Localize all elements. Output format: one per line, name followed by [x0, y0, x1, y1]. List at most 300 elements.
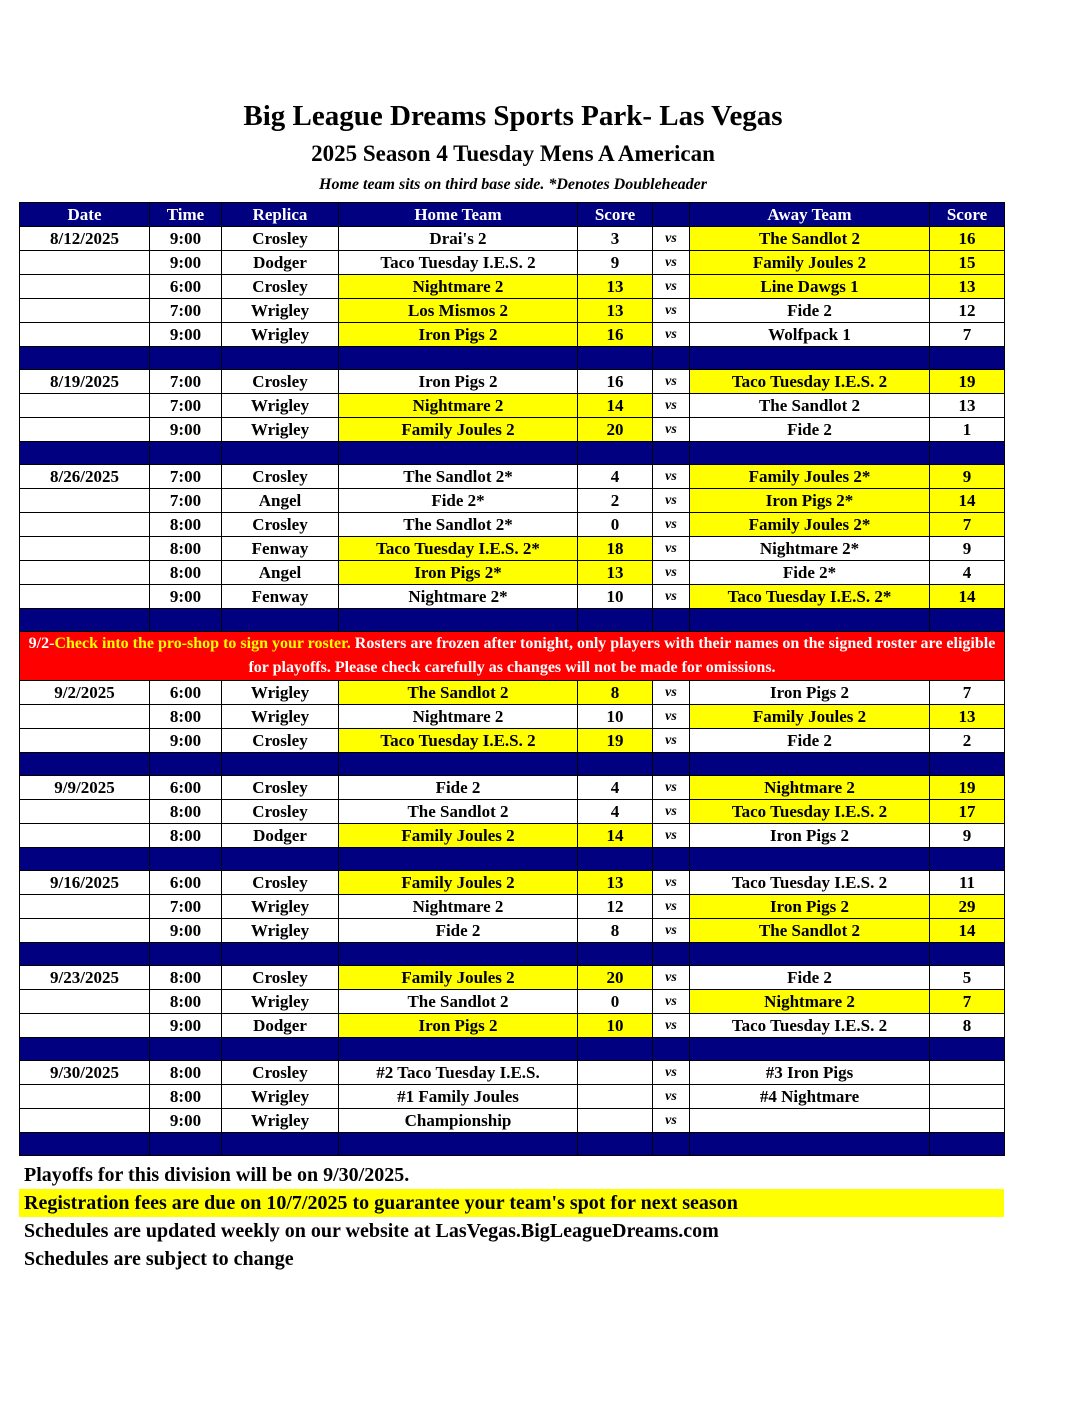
home-team: Taco Tuesday I.E.S. 2 [339, 729, 578, 753]
separator-cell [150, 943, 222, 966]
home-team: Iron Pigs 2 [339, 323, 578, 347]
separator-cell [578, 609, 653, 632]
game-field: Wrigley [222, 1085, 339, 1109]
game-row [20, 705, 1005, 729]
separator-cell [653, 347, 690, 370]
game-time: 7:00 [150, 370, 222, 394]
game-time: 7:00 [150, 465, 222, 489]
game-field: Fenway [222, 537, 339, 561]
away-team: Fide 2 [690, 729, 930, 753]
schedule-table [19, 202, 1005, 1156]
home-score [578, 1061, 653, 1085]
home-team: Nightmare 2* [339, 585, 578, 609]
away-score: 29 [930, 895, 1005, 919]
away-team: Taco Tuesday I.E.S. 2 [690, 800, 930, 824]
home-score: 8 [578, 919, 653, 943]
separator-cell [578, 1038, 653, 1061]
away-team: Fide 2* [690, 561, 930, 585]
vs-label: vs [653, 1109, 690, 1133]
home-score: 13 [578, 275, 653, 299]
registration-note: Registration fees are due on 10/7/2025 to guarantee your team's spot for next season [19, 1189, 1004, 1217]
change-note: Schedules are subject to change [24, 1248, 294, 1270]
separator-cell [150, 442, 222, 465]
away-team: Family Joules 2* [690, 513, 930, 537]
separator-cell [20, 1133, 150, 1156]
game-date [20, 1109, 150, 1133]
website-note: Schedules are updated weekly on our website at LasVegas.BigLeagueDreams.com [24, 1220, 719, 1242]
col-header-home-score: Score [578, 203, 653, 227]
game-field: Angel [222, 489, 339, 513]
game-time: 8:00 [150, 705, 222, 729]
separator-cell [222, 848, 339, 871]
game-row [20, 537, 1005, 561]
vs-label: vs [653, 681, 690, 705]
game-time: 8:00 [150, 1061, 222, 1085]
game-time: 8:00 [150, 1085, 222, 1109]
separator-cell [150, 1038, 222, 1061]
away-score: 2 [930, 729, 1005, 753]
game-row [20, 513, 1005, 537]
game-field: Dodger [222, 1014, 339, 1038]
away-score: 7 [930, 513, 1005, 537]
away-score [930, 1085, 1005, 1109]
vs-label: vs [653, 251, 690, 275]
home-score: 4 [578, 465, 653, 489]
home-team: The Sandlot 2* [339, 513, 578, 537]
game-row [20, 919, 1005, 943]
separator-cell [930, 442, 1005, 465]
separator-cell [690, 753, 930, 776]
separator-cell [653, 609, 690, 632]
separator-cell [578, 753, 653, 776]
home-score: 13 [578, 299, 653, 323]
home-team: Iron Pigs 2* [339, 561, 578, 585]
home-score: 19 [578, 729, 653, 753]
home-team: #1 Family Joules [339, 1085, 578, 1109]
away-score: 9 [930, 537, 1005, 561]
week-separator-row [20, 609, 1005, 632]
separator-cell [690, 848, 930, 871]
away-team: Taco Tuesday I.E.S. 2* [690, 585, 930, 609]
home-score [578, 1085, 653, 1109]
game-field: Wrigley [222, 705, 339, 729]
game-field: Angel [222, 561, 339, 585]
game-row [20, 824, 1005, 848]
away-team: Taco Tuesday I.E.S. 2 [690, 370, 930, 394]
vs-label: vs [653, 275, 690, 299]
away-team: The Sandlot 2 [690, 394, 930, 418]
game-field: Crosley [222, 776, 339, 800]
away-team: Family Joules 2 [690, 251, 930, 275]
home-score: 16 [578, 370, 653, 394]
away-score: 1 [930, 418, 1005, 442]
col-header-date: Date [20, 203, 150, 227]
game-time: 7:00 [150, 299, 222, 323]
game-date: 9/30/2025 [20, 1061, 150, 1085]
away-score: 5 [930, 966, 1005, 990]
game-time: 6:00 [150, 681, 222, 705]
home-score: 18 [578, 537, 653, 561]
home-score: 10 [578, 705, 653, 729]
separator-cell [150, 609, 222, 632]
game-date: 9/9/2025 [20, 776, 150, 800]
away-team: Iron Pigs 2 [690, 824, 930, 848]
separator-cell [930, 753, 1005, 776]
separator-cell [20, 442, 150, 465]
vs-label: vs [653, 561, 690, 585]
home-team: Family Joules 2 [339, 824, 578, 848]
separator-cell [930, 347, 1005, 370]
home-team: Family Joules 2 [339, 871, 578, 895]
col-header-vs [653, 203, 690, 227]
separator-cell [578, 1133, 653, 1156]
game-time: 6:00 [150, 776, 222, 800]
separator-cell [653, 442, 690, 465]
week-separator-row [20, 848, 1005, 871]
vs-label: vs [653, 919, 690, 943]
col-header-time: Time [150, 203, 222, 227]
home-team: The Sandlot 2 [339, 681, 578, 705]
week-separator-row [20, 753, 1005, 776]
separator-cell [222, 943, 339, 966]
vs-label: vs [653, 729, 690, 753]
away-score: 8 [930, 1014, 1005, 1038]
separator-cell [222, 1133, 339, 1156]
game-row [20, 966, 1005, 990]
game-field: Crosley [222, 800, 339, 824]
game-date [20, 513, 150, 537]
away-team: The Sandlot 2 [690, 919, 930, 943]
home-team: Nightmare 2 [339, 275, 578, 299]
home-score: 3 [578, 227, 653, 251]
game-time: 9:00 [150, 729, 222, 753]
separator-cell [222, 347, 339, 370]
separator-cell [222, 609, 339, 632]
away-team: Family Joules 2 [690, 705, 930, 729]
home-score: 8 [578, 681, 653, 705]
separator-cell [222, 753, 339, 776]
game-row [20, 418, 1005, 442]
game-date [20, 537, 150, 561]
vs-label: vs [653, 871, 690, 895]
game-date [20, 729, 150, 753]
game-field: Dodger [222, 824, 339, 848]
away-score: 13 [930, 705, 1005, 729]
away-team: Taco Tuesday I.E.S. 2 [690, 871, 930, 895]
away-team: Family Joules 2* [690, 465, 930, 489]
game-time: 8:00 [150, 561, 222, 585]
away-team: The Sandlot 2 [690, 227, 930, 251]
game-date [20, 990, 150, 1014]
separator-cell [20, 943, 150, 966]
game-time: 8:00 [150, 513, 222, 537]
game-field: Crosley [222, 513, 339, 537]
game-row [20, 585, 1005, 609]
game-row [20, 394, 1005, 418]
separator-cell [930, 609, 1005, 632]
away-score: 9 [930, 824, 1005, 848]
separator-cell [339, 1133, 578, 1156]
game-time: 8:00 [150, 990, 222, 1014]
week-separator-row [20, 442, 1005, 465]
table-header-row [20, 203, 1005, 227]
home-team: The Sandlot 2 [339, 990, 578, 1014]
game-field: Crosley [222, 729, 339, 753]
home-team: Iron Pigs 2 [339, 370, 578, 394]
game-time: 6:00 [150, 871, 222, 895]
vs-label: vs [653, 705, 690, 729]
separator-cell [339, 609, 578, 632]
separator-cell [150, 848, 222, 871]
separator-cell [690, 1038, 930, 1061]
home-score: 12 [578, 895, 653, 919]
game-field: Crosley [222, 227, 339, 251]
home-score: 16 [578, 323, 653, 347]
away-score: 11 [930, 871, 1005, 895]
away-team: Nightmare 2 [690, 776, 930, 800]
separator-cell [690, 442, 930, 465]
home-score: 2 [578, 489, 653, 513]
game-field: Wrigley [222, 418, 339, 442]
separator-cell [222, 1038, 339, 1061]
game-row [20, 729, 1005, 753]
home-team: Taco Tuesday I.E.S. 2 [339, 251, 578, 275]
game-field: Wrigley [222, 895, 339, 919]
roster-notice [20, 632, 1005, 681]
vs-label: vs [653, 537, 690, 561]
separator-cell [690, 347, 930, 370]
game-field: Crosley [222, 871, 339, 895]
away-score: 7 [930, 323, 1005, 347]
game-time: 7:00 [150, 394, 222, 418]
game-field: Wrigley [222, 990, 339, 1014]
game-date [20, 919, 150, 943]
game-field: Crosley [222, 1061, 339, 1085]
separator-cell [653, 1133, 690, 1156]
vs-label: vs [653, 513, 690, 537]
home-team: Iron Pigs 2 [339, 1014, 578, 1038]
game-date [20, 275, 150, 299]
week-separator-row [20, 347, 1005, 370]
game-time: 8:00 [150, 966, 222, 990]
page-title: Big League Dreams Sports Park- Las Vegas [243, 100, 783, 132]
game-date [20, 705, 150, 729]
game-field: Wrigley [222, 323, 339, 347]
away-team: Taco Tuesday I.E.S. 2 [690, 1014, 930, 1038]
separator-cell [339, 442, 578, 465]
home-team: Nightmare 2 [339, 394, 578, 418]
separator-cell [653, 1038, 690, 1061]
game-row [20, 465, 1005, 489]
game-time: 7:00 [150, 489, 222, 513]
vs-label: vs [653, 489, 690, 513]
game-field: Crosley [222, 465, 339, 489]
game-date: 8/19/2025 [20, 370, 150, 394]
home-score: 0 [578, 990, 653, 1014]
game-time: 8:00 [150, 537, 222, 561]
away-team: Fide 2 [690, 966, 930, 990]
home-team: Nightmare 2 [339, 895, 578, 919]
game-time: 7:00 [150, 895, 222, 919]
vs-label: vs [653, 966, 690, 990]
game-row [20, 323, 1005, 347]
game-date: 9/23/2025 [20, 966, 150, 990]
home-team: Family Joules 2 [339, 966, 578, 990]
game-row [20, 489, 1005, 513]
separator-cell [578, 347, 653, 370]
away-score: 15 [930, 251, 1005, 275]
game-row [20, 299, 1005, 323]
away-score: 19 [930, 370, 1005, 394]
vs-label: vs [653, 800, 690, 824]
game-row [20, 1109, 1005, 1133]
vs-label: vs [653, 990, 690, 1014]
game-date [20, 824, 150, 848]
game-date: 8/12/2025 [20, 227, 150, 251]
home-score: 4 [578, 776, 653, 800]
away-team [690, 1109, 930, 1133]
page-subtitle: 2025 Season 4 Tuesday Mens A American [311, 141, 715, 166]
away-team: Fide 2 [690, 418, 930, 442]
game-row [20, 227, 1005, 251]
home-score: 9 [578, 251, 653, 275]
home-score: 4 [578, 800, 653, 824]
away-score: 9 [930, 465, 1005, 489]
vs-label: vs [653, 776, 690, 800]
separator-cell [150, 753, 222, 776]
col-header-replica: Replica [222, 203, 339, 227]
away-team: Iron Pigs 2* [690, 489, 930, 513]
home-team: Fide 2* [339, 489, 578, 513]
away-score: 7 [930, 681, 1005, 705]
separator-cell [578, 442, 653, 465]
playoffs-note: Playoffs for this division will be on 9/30/2025. [24, 1164, 410, 1186]
home-team: Championship [339, 1109, 578, 1133]
home-team: Fide 2 [339, 776, 578, 800]
notice-date: 9/2- [28, 635, 55, 652]
separator-cell [653, 753, 690, 776]
away-score: 13 [930, 394, 1005, 418]
game-date [20, 561, 150, 585]
away-score: 4 [930, 561, 1005, 585]
home-score: 13 [578, 871, 653, 895]
game-row [20, 990, 1005, 1014]
vs-label: vs [653, 1061, 690, 1085]
home-score: 0 [578, 513, 653, 537]
vs-label: vs [653, 418, 690, 442]
home-team: Los Mismos 2 [339, 299, 578, 323]
separator-cell [20, 347, 150, 370]
vs-label: vs [653, 323, 690, 347]
game-field: Wrigley [222, 919, 339, 943]
week-separator-row [20, 1133, 1005, 1156]
vs-label: vs [653, 370, 690, 394]
week-separator-row [20, 1038, 1005, 1061]
separator-cell [690, 943, 930, 966]
game-field: Crosley [222, 275, 339, 299]
away-team: Nightmare 2* [690, 537, 930, 561]
vs-label: vs [653, 585, 690, 609]
vs-label: vs [653, 824, 690, 848]
col-header-away-score: Score [930, 203, 1005, 227]
home-team: Nightmare 2 [339, 705, 578, 729]
vs-label: vs [653, 227, 690, 251]
col-header-home-team: Home Team [339, 203, 578, 227]
game-date [20, 585, 150, 609]
separator-cell [20, 609, 150, 632]
game-time: 9:00 [150, 251, 222, 275]
separator-cell [20, 1038, 150, 1061]
game-date [20, 394, 150, 418]
separator-cell [578, 848, 653, 871]
separator-cell [20, 848, 150, 871]
away-score: 14 [930, 585, 1005, 609]
separator-cell [930, 943, 1005, 966]
game-row [20, 871, 1005, 895]
game-time: 9:00 [150, 323, 222, 347]
game-time: 9:00 [150, 1109, 222, 1133]
game-date [20, 418, 150, 442]
game-field: Wrigley [222, 299, 339, 323]
schedule-note: Home team sits on third base side. *Denotes Doubleheader [319, 176, 707, 193]
home-score: 10 [578, 585, 653, 609]
game-time: 9:00 [150, 1014, 222, 1038]
game-field: Dodger [222, 251, 339, 275]
separator-cell [653, 848, 690, 871]
notice-highlight: Check into the pro-shop to sign your roster. [54, 635, 351, 652]
home-team: The Sandlot 2 [339, 800, 578, 824]
game-row [20, 1061, 1005, 1085]
game-row [20, 1014, 1005, 1038]
separator-cell [930, 1133, 1005, 1156]
away-score: 16 [930, 227, 1005, 251]
game-row [20, 776, 1005, 800]
separator-cell [930, 848, 1005, 871]
separator-cell [339, 347, 578, 370]
game-date [20, 489, 150, 513]
away-score: 7 [930, 990, 1005, 1014]
notice-text: Rosters are frozen after tonight, only players with their names on the signed roster are eligible for playoffs. Please check carefully as changes will not be made for omissions. [248, 635, 996, 676]
game-field: Fenway [222, 585, 339, 609]
home-score [578, 1109, 653, 1133]
week-separator-row [20, 943, 1005, 966]
game-date [20, 800, 150, 824]
game-field: Wrigley [222, 681, 339, 705]
away-team: Nightmare 2 [690, 990, 930, 1014]
separator-cell [339, 753, 578, 776]
away-team: Wolfpack 1 [690, 323, 930, 347]
away-score [930, 1061, 1005, 1085]
game-date [20, 251, 150, 275]
game-date [20, 1014, 150, 1038]
game-row [20, 275, 1005, 299]
separator-cell [222, 442, 339, 465]
game-date: 9/2/2025 [20, 681, 150, 705]
home-team: Taco Tuesday I.E.S. 2* [339, 537, 578, 561]
separator-cell [339, 943, 578, 966]
game-date [20, 1085, 150, 1109]
vs-label: vs [653, 1085, 690, 1109]
away-team: Iron Pigs 2 [690, 681, 930, 705]
separator-cell [578, 943, 653, 966]
away-score: 17 [930, 800, 1005, 824]
away-score: 13 [930, 275, 1005, 299]
away-team: #3 Iron Pigs [690, 1061, 930, 1085]
away-score: 19 [930, 776, 1005, 800]
home-score: 10 [578, 1014, 653, 1038]
separator-cell [653, 943, 690, 966]
game-time: 9:00 [150, 227, 222, 251]
